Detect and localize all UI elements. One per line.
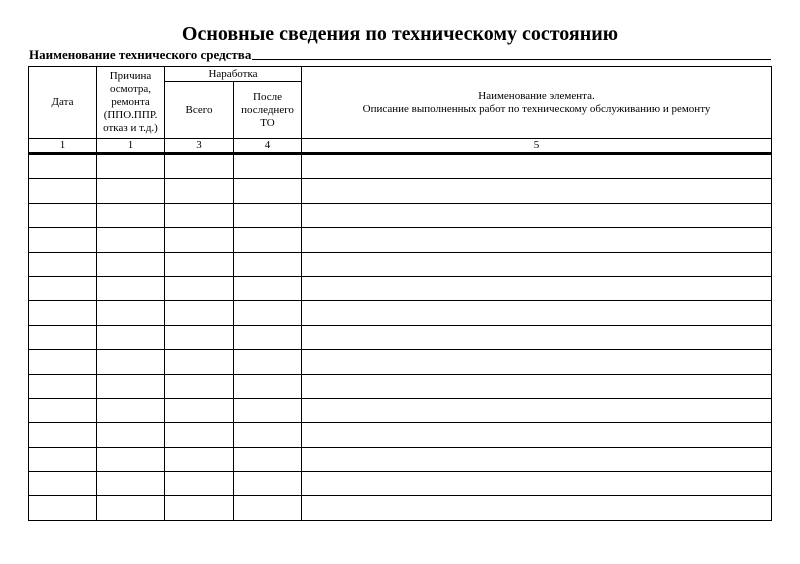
runtime-after-to-cell[interactable] — [234, 374, 302, 398]
description-cell[interactable] — [302, 154, 772, 179]
runtime-total-cell[interactable] — [165, 301, 234, 325]
description-cell[interactable] — [302, 472, 772, 496]
description-cell[interactable] — [302, 301, 772, 325]
date-cell[interactable] — [29, 252, 97, 276]
table-row — [29, 398, 772, 422]
description-cell[interactable] — [302, 398, 772, 422]
column-header-runtime-after-to: После последнего ТО — [234, 82, 302, 139]
reason-cell[interactable] — [97, 276, 165, 300]
date-cell[interactable] — [29, 154, 97, 179]
description-cell[interactable] — [302, 423, 772, 447]
column-number: 5 — [302, 139, 772, 154]
date-cell[interactable] — [29, 325, 97, 349]
subject-label: Наименование технического средства — [29, 47, 252, 62]
date-cell[interactable] — [29, 472, 97, 496]
runtime-total-cell[interactable] — [165, 325, 234, 349]
reason-cell[interactable] — [97, 398, 165, 422]
runtime-after-to-cell[interactable] — [234, 154, 302, 179]
date-cell[interactable] — [29, 447, 97, 471]
runtime-total-cell[interactable] — [165, 179, 234, 203]
table-row — [29, 203, 772, 227]
column-header-description — [302, 67, 772, 139]
maintenance-log-table — [28, 66, 772, 521]
description-header-line-1: Наименование элемента. — [478, 89, 595, 102]
runtime-after-to-cell[interactable] — [234, 447, 302, 471]
runtime-after-to-cell[interactable] — [234, 325, 302, 349]
date-cell[interactable] — [29, 350, 97, 374]
reason-cell[interactable] — [97, 301, 165, 325]
runtime-after-to-cell[interactable] — [234, 423, 302, 447]
description-cell[interactable] — [302, 496, 772, 520]
date-cell[interactable] — [29, 496, 97, 520]
runtime-total-cell[interactable] — [165, 496, 234, 520]
reason-cell[interactable] — [97, 374, 165, 398]
column-header-reason: Причина осмотра, ремонта (ППО.ППР. отказ и т.д.) — [97, 67, 165, 139]
document-title: Основные сведения по техническому состоянию — [181, 23, 619, 45]
column-header-runtime-total: Всего — [165, 82, 234, 139]
column-number: 1 — [29, 139, 97, 154]
reason-cell[interactable] — [97, 228, 165, 252]
table-row — [29, 276, 772, 300]
runtime-after-to-cell[interactable] — [234, 252, 302, 276]
subject-input-line[interactable] — [252, 45, 771, 60]
runtime-after-to-cell[interactable] — [234, 301, 302, 325]
reason-cell[interactable] — [97, 472, 165, 496]
runtime-total-cell[interactable] — [165, 374, 234, 398]
runtime-after-to-cell[interactable] — [234, 472, 302, 496]
runtime-total-cell[interactable] — [165, 472, 234, 496]
reason-cell[interactable] — [97, 203, 165, 227]
description-cell[interactable] — [302, 350, 772, 374]
runtime-total-cell[interactable] — [165, 350, 234, 374]
table-row — [29, 252, 772, 276]
reason-cell[interactable] — [97, 423, 165, 447]
description-cell[interactable] — [302, 228, 772, 252]
log-body — [29, 154, 772, 521]
description-cell[interactable] — [302, 203, 772, 227]
date-cell[interactable] — [29, 398, 97, 422]
description-cell[interactable] — [302, 179, 772, 203]
table-row — [29, 447, 772, 471]
date-cell[interactable] — [29, 374, 97, 398]
reason-cell[interactable] — [97, 325, 165, 349]
runtime-total-cell[interactable] — [165, 276, 234, 300]
table-row — [29, 472, 772, 496]
column-number: 1 — [97, 139, 165, 154]
table-row — [29, 350, 772, 374]
table-row — [29, 496, 772, 520]
runtime-total-cell[interactable] — [165, 423, 234, 447]
column-number: 4 — [234, 139, 302, 154]
subject-field — [29, 45, 771, 63]
reason-cell[interactable] — [97, 496, 165, 520]
description-header-line-2: Описание выполненных работ по техническому обслуживанию и ремонту — [362, 102, 711, 115]
runtime-total-cell[interactable] — [165, 447, 234, 471]
runtime-after-to-cell[interactable] — [234, 350, 302, 374]
date-cell[interactable] — [29, 228, 97, 252]
date-cell[interactable] — [29, 423, 97, 447]
runtime-after-to-cell[interactable] — [234, 179, 302, 203]
description-cell[interactable] — [302, 325, 772, 349]
runtime-total-cell[interactable] — [165, 252, 234, 276]
table-row — [29, 179, 772, 203]
table-row — [29, 325, 772, 349]
date-cell[interactable] — [29, 203, 97, 227]
description-cell[interactable] — [302, 374, 772, 398]
column-header-date: Дата — [29, 67, 97, 139]
table-row — [29, 423, 772, 447]
column-numbers-row — [29, 139, 772, 154]
runtime-total-cell[interactable] — [165, 398, 234, 422]
table-row — [29, 301, 772, 325]
column-number: 3 — [165, 139, 234, 154]
reason-cell[interactable] — [97, 350, 165, 374]
runtime-after-to-cell[interactable] — [234, 496, 302, 520]
runtime-after-to-cell[interactable] — [234, 276, 302, 300]
reason-cell[interactable] — [97, 154, 165, 179]
table-row — [29, 154, 772, 179]
table-row — [29, 374, 772, 398]
runtime-total-cell[interactable] — [165, 203, 234, 227]
description-cell[interactable] — [302, 252, 772, 276]
runtime-after-to-cell[interactable] — [234, 398, 302, 422]
header-row — [29, 67, 772, 82]
runtime-after-to-cell[interactable] — [234, 203, 302, 227]
table-row — [29, 228, 772, 252]
date-cell[interactable] — [29, 276, 97, 300]
reason-cell[interactable] — [97, 447, 165, 471]
date-cell[interactable] — [29, 301, 97, 325]
runtime-total-cell[interactable] — [165, 228, 234, 252]
reason-cell[interactable] — [97, 179, 165, 203]
description-cell[interactable] — [302, 447, 772, 471]
runtime-after-to-cell[interactable] — [234, 228, 302, 252]
date-cell[interactable] — [29, 179, 97, 203]
column-header-runtime: Наработка — [165, 67, 302, 82]
description-cell[interactable] — [302, 276, 772, 300]
reason-cell[interactable] — [97, 252, 165, 276]
runtime-total-cell[interactable] — [165, 154, 234, 179]
